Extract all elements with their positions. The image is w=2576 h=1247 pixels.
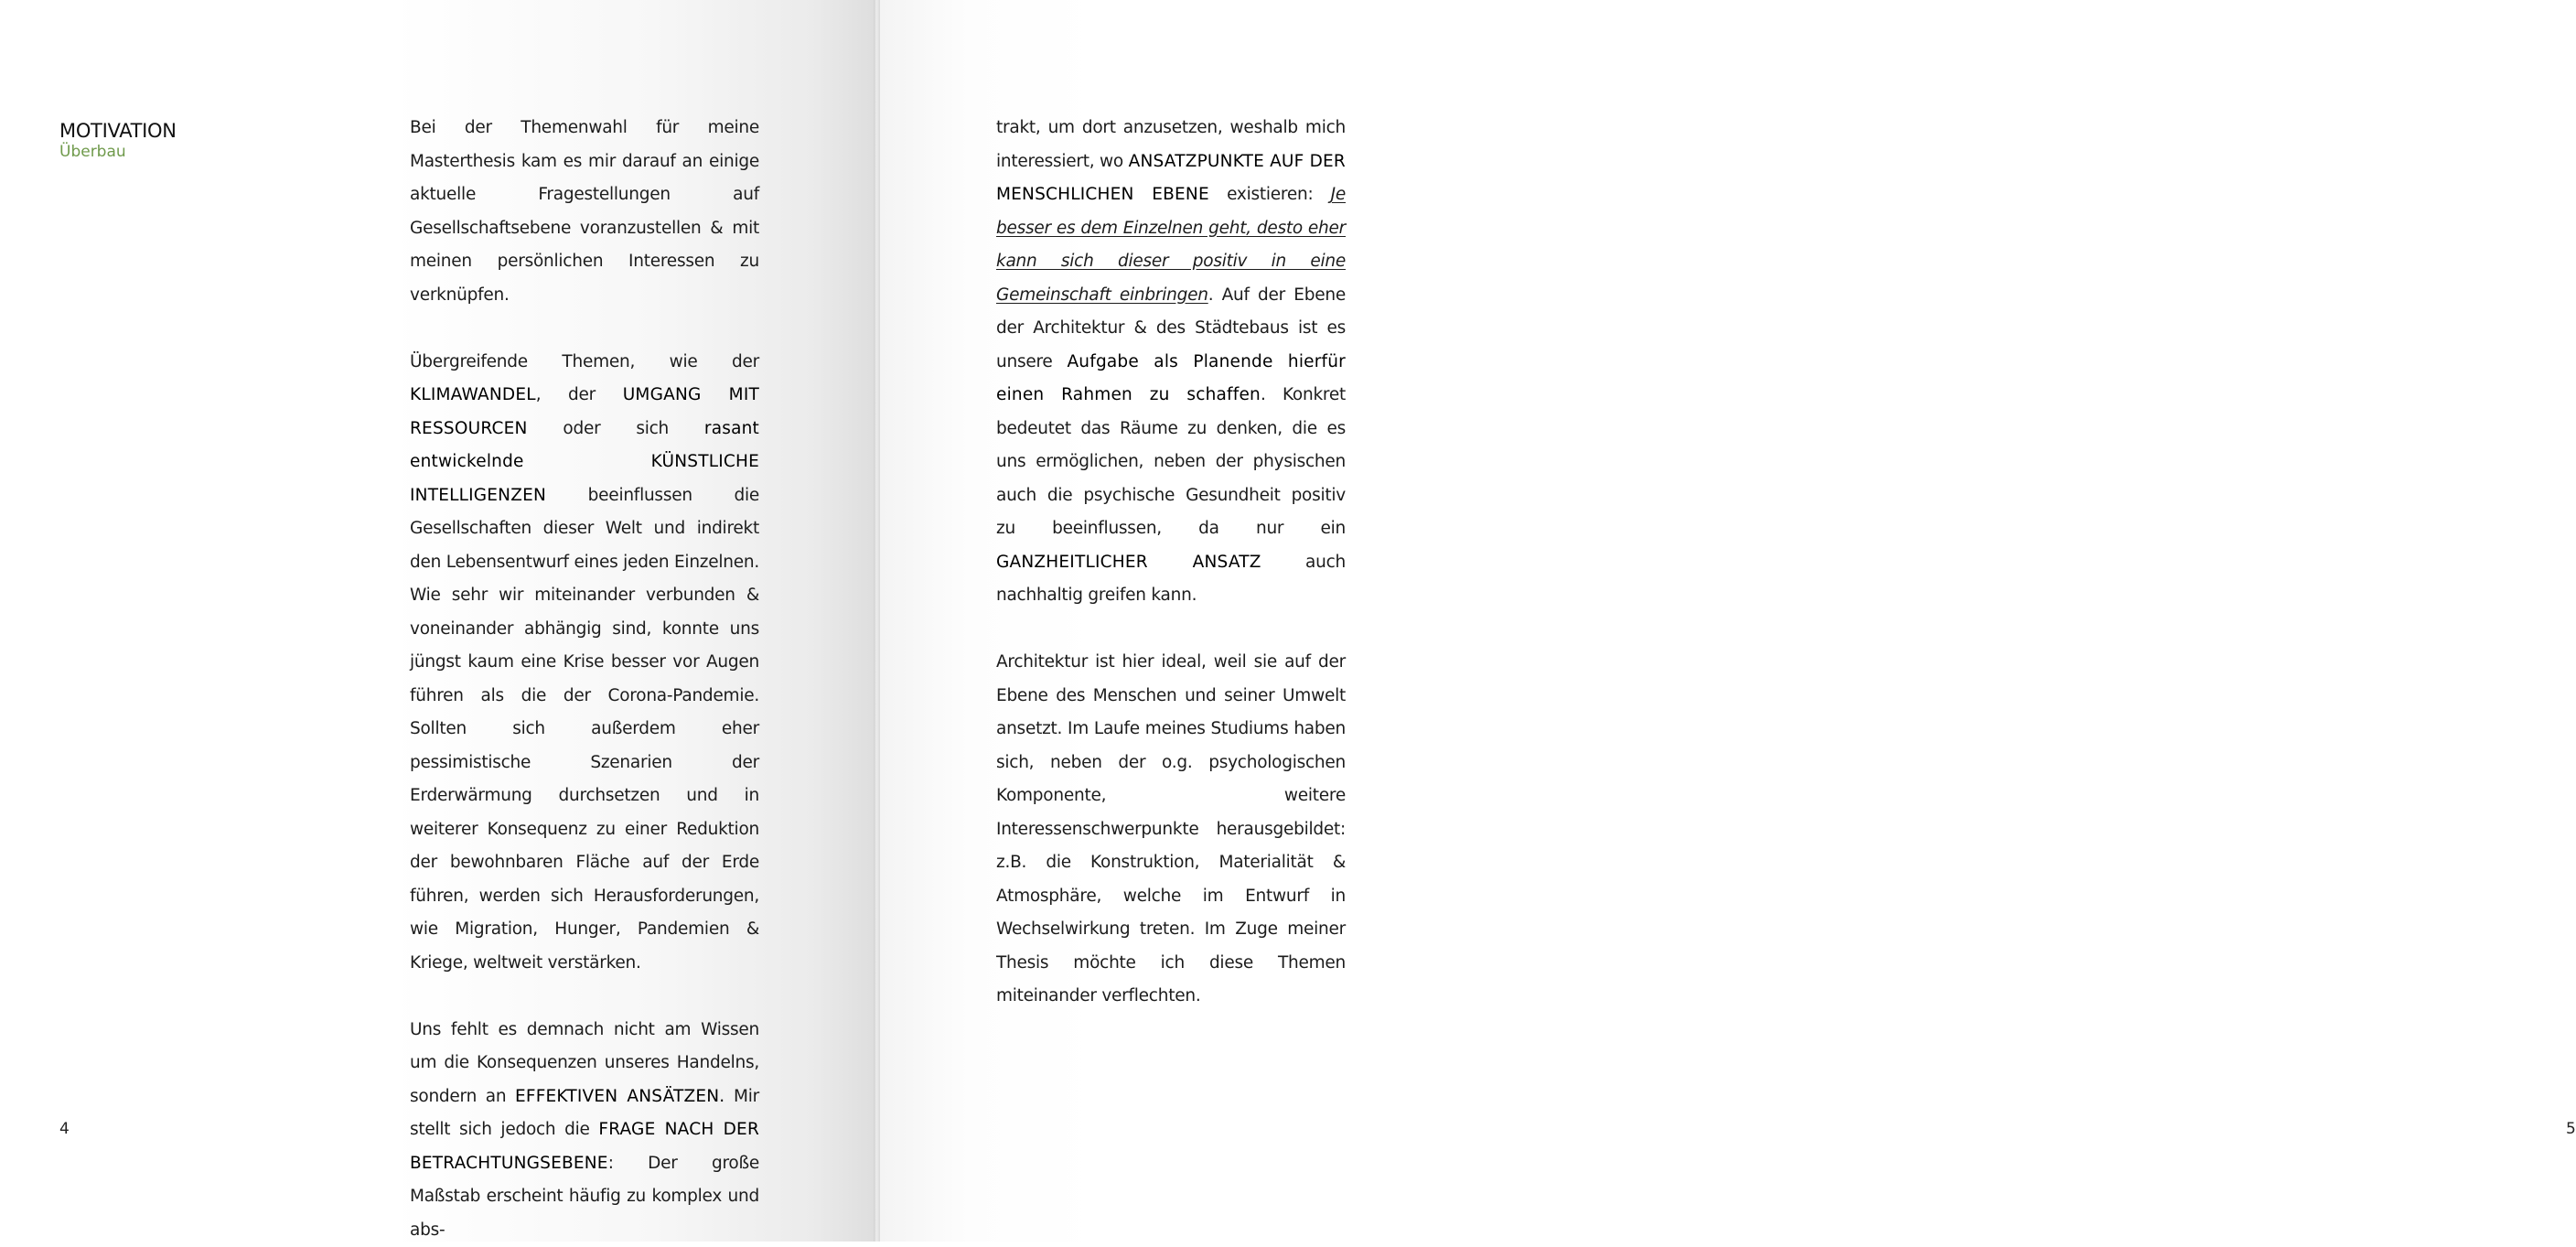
paragraph-left-2	[410, 346, 759, 981]
body-text: Mir stellt sich jedoch die	[410, 1087, 759, 1140]
section-subtitle: Überbau	[59, 143, 177, 161]
page-number-right: 5	[2566, 1120, 2576, 1138]
quote-text: Je besser es dem Einzelnen geht, desto eher kann sich dieser positiv in eine Gemeinschaft einbringen	[996, 185, 1346, 305]
body-text: Übergreifende Themen, wie der	[410, 352, 759, 371]
paragraph-left-3	[410, 1014, 759, 1247]
paragraph-left-1: Bei der Themenwahl für meine Masterthesis kam es mir darauf an einige aktuelle Fragestellungen auf Gesellschaftsebene voranzustellen & mit meinen persönlichen Interessen zu verknüpfen.	[410, 112, 759, 312]
emphasized-text: ANSATZPUNKTE AUF DER MENSCHLICHEN EBENE	[996, 152, 1346, 205]
body-text: : Der große Maßstab erscheint häufig zu komplex und abs-	[410, 1154, 759, 1240]
left-text-column	[410, 112, 759, 1247]
emphasized-text: FRAGE NACH DER BETRACHTUNGSEBENE	[410, 1120, 759, 1173]
paragraph-right-1	[996, 112, 1346, 613]
body-text: , der	[536, 385, 623, 404]
emphasized-text: EFFEKTIVEN ANSÄTZEN.	[515, 1087, 724, 1106]
emphasized-text: GANZHEITLICHER ANSATZ	[996, 553, 1261, 572]
body-text: auch nachhaltig greifen kann.	[996, 553, 1346, 606]
paragraph-right-2: Architektur ist hier ideal, weil sie auf der Ebene des Menschen und seiner Umwelt ansetzt. Im Laufe meines Studiums haben sich, neben der o.g. psychologischen Komponente, weitere Interessenschwerpunkte herausgebildet: z.B. die Konstruktion, Materialität & Atmosphäre, welche im Entwurf in Wechselwirkung treten. Im Zuge meiner Thesis möchte ich diese Themen miteinander verflechten.	[996, 646, 1346, 1014]
body-text: trakt, um dort anzusetzen, weshalb mich interessiert, wo	[996, 118, 1346, 171]
body-text: existieren:	[1209, 185, 1331, 204]
body-text: . Konkret bedeutet das Räume zu denken, die es uns ermöglichen, neben der physischen auch die psychische Gesundheit positiv zu beeinflussen, da nur ein	[996, 385, 1346, 538]
body-text: beeinflussen die Gesellschaften dieser Welt und indirekt den Lebensentwurf eines jeden Einzelnen. Wie sehr wir miteinander verbunden & voneinander abhängig sind, konnte uns jüngst kaum eine Krise besser vor Augen führen als die der Corona-Pandemie. Sollten sich außerdem eher pessimistische Szenarien der Erderwärmung durchsetzen und in weiterer Konsequenz zu einer Reduktion der bewohnbaren Fläche auf der Erde führen, werden sich Herausforderungen, wie Migration, Hunger, Pandemien & Kriege, weltweit verstärken.	[410, 486, 759, 973]
emphasized-text: Aufgabe als Planende hierfür einen Rahmen zu schaffen	[996, 352, 1346, 405]
body-text: . Auf der Ebene der Architektur & des Städtebaus ist es unsere	[996, 285, 1346, 371]
emphasized-text: KLIMAWANDEL	[410, 385, 536, 404]
emphasized-text: rasant entwickelnde KÜNSTLICHE INTELLIGENZEN	[410, 419, 759, 505]
section-title: MOTIVATION	[59, 119, 177, 143]
body-text: Uns fehlt es demnach nicht am Wissen um die Konsequenzen unseres Handelns, sondern an	[410, 1020, 759, 1106]
section-heading	[59, 119, 177, 161]
body-text: oder sich	[528, 419, 704, 438]
book-gutter	[874, 0, 880, 1242]
emphasized-text: UMGANG MIT RESSOURCEN	[410, 385, 759, 438]
page-number-left: 4	[59, 1120, 70, 1138]
right-text-column	[996, 112, 1346, 1014]
